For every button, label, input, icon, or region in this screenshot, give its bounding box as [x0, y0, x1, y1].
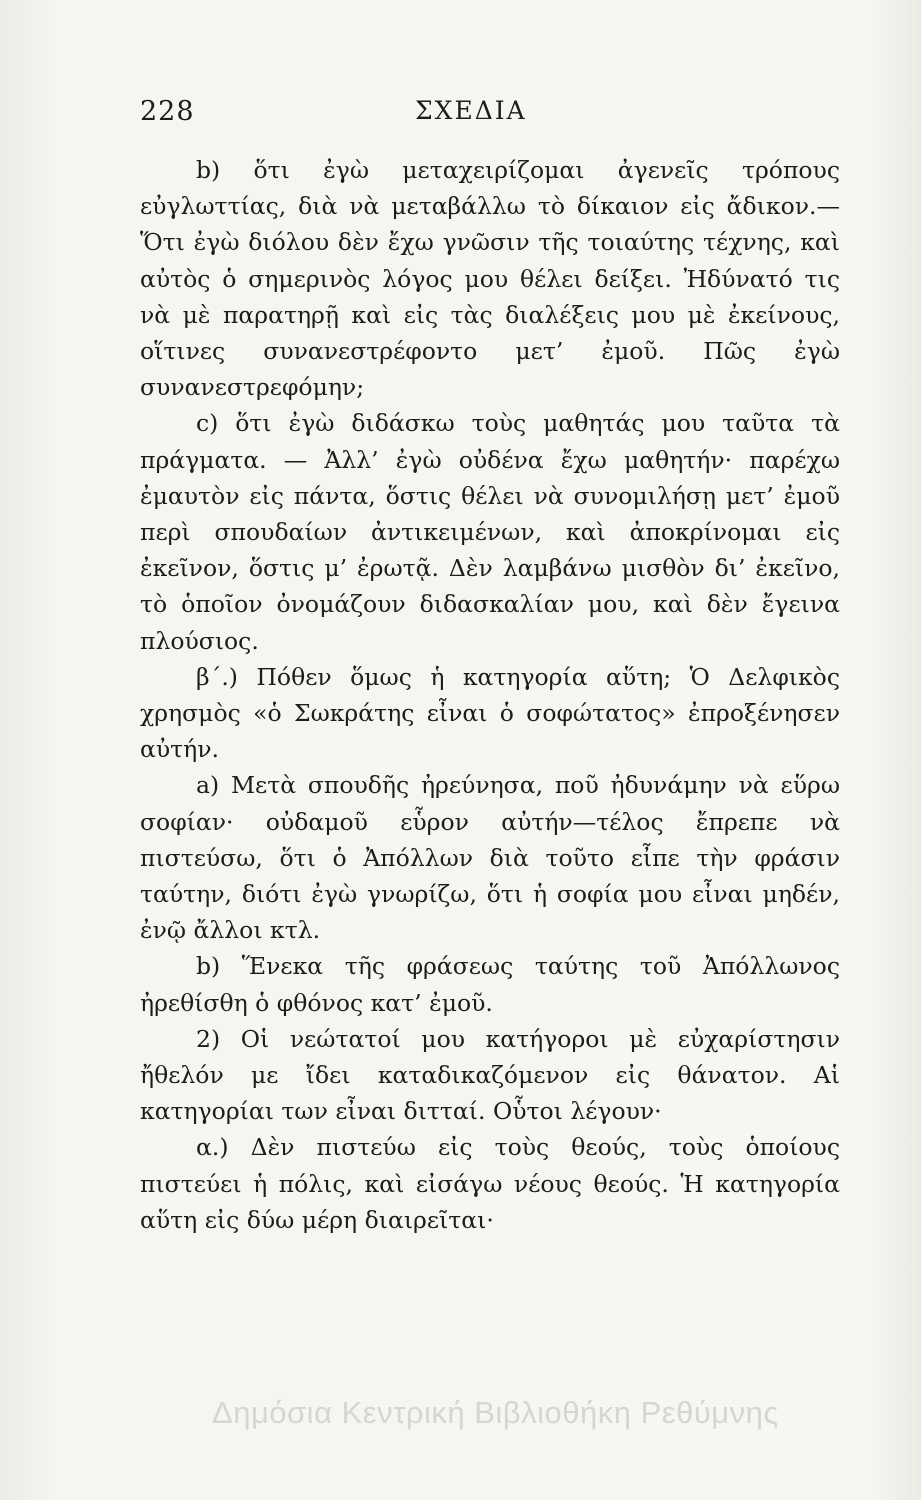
page-header	[140, 96, 840, 136]
paragraph-beta-origin: β΄.) Πόθεν ὅμως ἡ κατηγορία αὕτη; Ὁ Δελφικὸς χρησμὸς «ὁ Σωκράτης εἶναι ὁ σοφώτατος» ἐπροξένησεν αὐτήν.	[140, 662, 840, 764]
body-text	[140, 152, 840, 1238]
paragraph-a-search: a) Μετὰ σπουδῆς ἠρεύνησα, ποῦ ἠδυνάμην νὰ εὕρω σοφίαν· οὐδαμοῦ εὗρον αὐτήν—τέλος ἔπρεπε νὰ πιστεύσω, ὅτι ὁ Ἀπόλλων διὰ τοῦτο εἶπε τὴν φράσιν ταύτην, διότι ἐγὼ γνωρίζω, ὅτι ἡ σοφία μου εἶναι μηδέν, ἐνῷ ἄλλοι κτλ.	[140, 771, 840, 945]
paragraph-2-new-accusers: 2) Οἱ νεώτατοί μου κατήγοροι μὲ εὐχαρίστησιν ἤθελόν με ἴδει καταδικαζόμενον εἰς θάνατον. Αἱ κατηγορίαι των εἶναι διτταί. Οὗτοι λέγουν·	[140, 1024, 840, 1126]
paragraph-c-teaching: c) ὅτι ἐγὼ διδάσκω τοὺς μαθητάς μου ταῦτα τὰ πράγματα. — Ἀλλ’ ἐγὼ οὐδένα ἔχω μαθητήν· παρέχω ἐμαυτὸν εἰς πάντα, ὅστις θέλει νὰ συνομιλήσῃ μετ’ ἐμοῦ περὶ σπουδαίων ἀντικειμένων, καὶ ἀποκρίνομαι εἰς ἐκεῖνον, ὅστις μ’ ἐρωτᾷ. Δὲν λαμβάνω μισθὸν δι’ ἐκεῖνο, τὸ ὁποῖον ὀνομάζουν διδασκαλίαν μου, καὶ δὲν ἔγεινα πλούσιος.	[140, 409, 840, 655]
paragraph-b-envy: b) Ἕνεκα τῆς φράσεως ταύτης τοῦ Ἀπόλλωνος ἠρεθίσθη ὁ φθόνος κατ’ ἐμοῦ.	[140, 952, 840, 1017]
page-number: 228	[140, 96, 195, 127]
paragraph-b-rhetoric: b) ὅτι ἐγὼ μεταχειρίζομαι ἀγενεῖς τρόπους εὐγλωττίας, διὰ νὰ μεταβάλλω τὸ δίκαιον εἰς ἄδικον.— Ὅτι ἐγὼ διόλου δὲν ἔχω γνῶσιν τῆς τοιαύτης τέχνης, καὶ αὐτὸς ὁ σημερινὸς λόγος μου θέλει δείξει. Ἠδύνατό τις νὰ μὲ παρατηρῇ καὶ εἰς τὰς διαλέξεις μου μὲ ἐκείνους, οἵτινες συνανεστρέφοντο μετ’ ἐμοῦ. Πῶς ἐγὼ συνανεστρεφόμην;	[140, 156, 840, 402]
paragraph-alpha-gods: α.) Δὲν πιστεύω εἰς τοὺς θεούς, τοὺς ὁποίους πιστεύει ἡ πόλις, καὶ εἰσάγω νέους θεούς. Ἡ κατηγορία αὕτη εἰς δύω μέρη διαιρεῖται·	[140, 1133, 840, 1234]
running-title: ΣΧΕΔΙΑ	[415, 96, 527, 125]
library-watermark: Δημόσια Κεντρική Βιβλιοθήκη Ρεθύμνης	[212, 1395, 779, 1430]
